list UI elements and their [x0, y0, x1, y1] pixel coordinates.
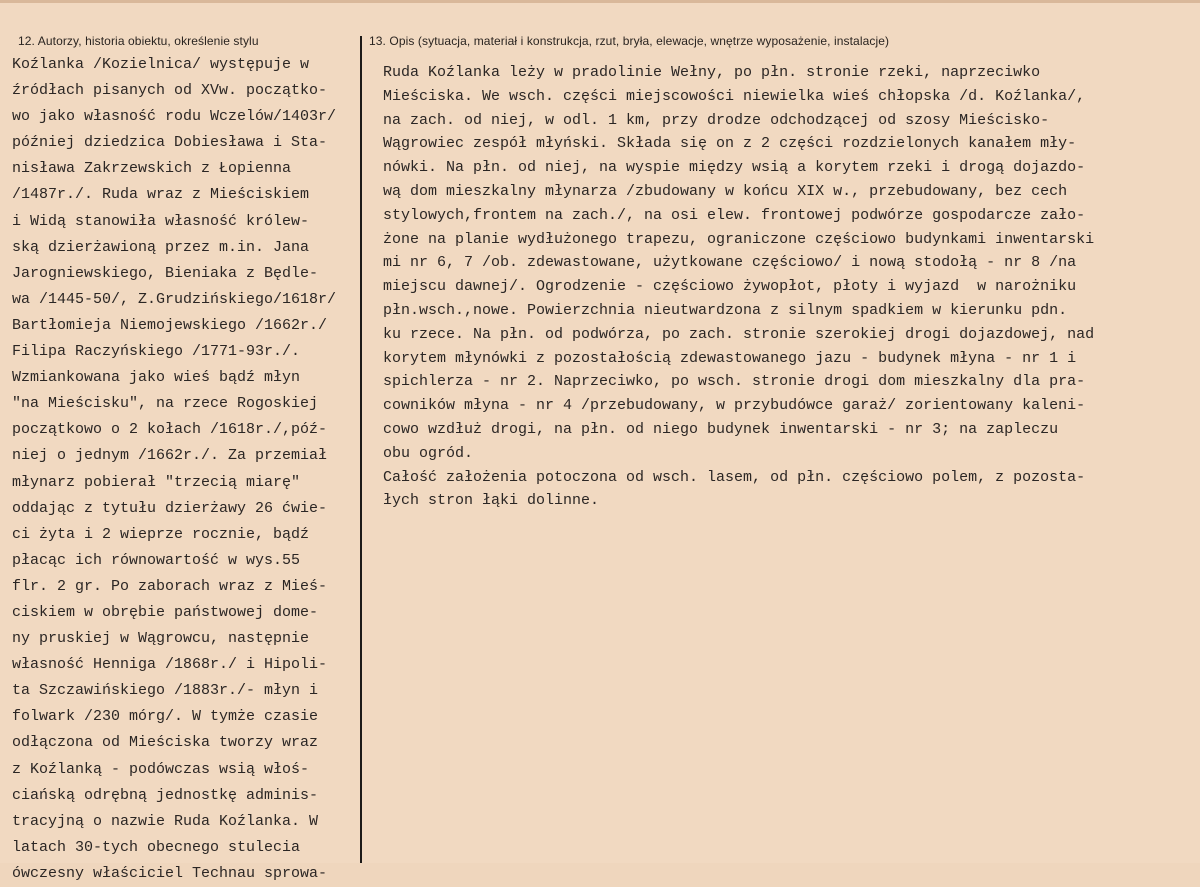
description-text-line: mi nr 6, 7 /ob. zdewastowane, użytkowane częściowo/ i nową stodołą - nr 8 /na [383, 254, 1077, 272]
right-column-header: 13. Opis (sytuacja, materiał i konstrukcja, rzut, bryła, elewacje, wnętrze wyposażenie, instalacje) [369, 34, 890, 48]
history-text-line: ci żyta i 2 wieprze rocznie, bądź [12, 525, 310, 543]
left-column-header: 12. Autorzy, historia obiektu, określenie stylu [18, 34, 259, 48]
description-text-line: wą dom mieszkalny młynarza /zbudowany w końcu XIX w., przebudowany, bez cech [383, 182, 1068, 200]
history-text-line: Jarogniewskiego, Bieniaka z Będle- [12, 264, 319, 282]
description-text-line: stylowych,frontem na zach./, na osi elew. frontowej podwórze gospodarcze zało- [383, 206, 1086, 224]
description-text-line: Całość założenia potoczona od wsch. lasem, od płn. częściowo polem, z pozosta- [383, 468, 1086, 486]
description-text-line: płn.wsch.,nowe. Powierzchnia nieutwardzona z silnym spadkiem w kierunku pdn. [383, 301, 1068, 319]
description-text [383, 61, 1094, 513]
history-text-line: młynarz pobierał "trzecią miarę" [12, 473, 301, 491]
history-text-line: folwark /230 mórg/. W tymże czasie [12, 708, 319, 726]
history-text-line: ówczesny właściciel Technau sprowa- [12, 864, 328, 882]
description-text-line: Mieściska. We wsch. części miejscowości niewielka wieś chłopska /d. Koźlanka/, [383, 87, 1086, 105]
description-text-line: Ruda Koźlanka leży w pradolinie Wełny, po płn. stronie rzeki, naprzeciwko [383, 64, 1041, 81]
history-text-line: początkowo o 2 kołach /1618r./,póź- [12, 421, 328, 439]
description-text-line: spichlerza - nr 2. Naprzeciwko, po wsch. stronie drogi dom mieszkalny dla pra- [383, 373, 1086, 391]
description-text-line: korytem młynówki z pozostałością zdewastowanego jazu - budynek młyna - nr 1 i [383, 349, 1077, 367]
history-text-line: latach 30-tych obecnego stulecia [12, 838, 301, 856]
history-text [12, 52, 336, 887]
description-text-line: miejscu dawnej/. Ogrodzenie - częściowo żywopłot, płoty i wyjazd w narożniku [383, 278, 1077, 296]
description-text-line: cowników młyna - nr 4 /przebudowany, w przybudówce garaż/ zorientowany kaleni- [383, 397, 1086, 415]
history-text-line: źródłach pisanych od XVw. początko- [12, 82, 328, 100]
history-text-line: Wzmiankowana jako wieś bądź młyn [12, 369, 301, 387]
description-text-line: łych stron łąki dolinne. [383, 492, 600, 510]
history-text-line: ską dzierżawioną przez m.in. Jana [12, 238, 310, 256]
history-text-line: Filipa Raczyńskiego /1771-93r./. [12, 343, 301, 361]
history-text-line: odłączona od Mieściska tworzy wraz [12, 734, 319, 752]
description-text-line: cowo wzdłuż drogi, na płn. od niego budynek inwentarski - nr 3; na zapleczu [383, 420, 1059, 438]
history-text-line: ny pruskiej w Wągrowcu, następnie [12, 630, 310, 648]
history-text-line: "na Mieścisku", na rzece Rogoskiej [12, 395, 319, 413]
history-text-line: tracyjną o nazwie Ruda Koźlanka. W [12, 812, 319, 830]
description-text-line: nówki. Na płn. od niej, na wyspie między wsią a korytem rzeki i drogą dojazdo- [383, 159, 1086, 177]
description-text-line: Wągrowiec zespół młyński. Składa się on z 2 części rozdzielonych kanałem mły- [383, 135, 1077, 153]
history-text-line: ta Szczawińskiego /1883r./- młyn i [12, 682, 319, 700]
history-text-line: później dziedzica Dobiesława i Sta- [12, 134, 328, 152]
description-text-line: ku rzece. Na płn. od podwórza, po zach. stronie szerokiej drogi dojazdowej, nad [383, 325, 1095, 343]
history-text-line: Bartłomieja Niemojewskiego /1662r./ [12, 316, 328, 334]
history-text-line: ciskiem w obrębie państwowej dome- [12, 603, 319, 621]
card-top-edge [0, 0, 1200, 3]
description-text-line: żone na planie wydłużonego trapezu, ograniczone częściowo budynkami inwentarski [383, 230, 1095, 248]
history-text-line: z Koźlanką - podówczas wsią włoś- [12, 760, 310, 778]
history-text-line: nisława Zakrzewskich z Łopienna [12, 160, 292, 178]
description-text-line: obu ogród. [383, 444, 474, 462]
history-text-line: i Widą stanowiła własność królew- [12, 212, 310, 230]
description-text-line: na zach. od niej, w odl. 1 km, przy drodze odchodzącej od szosy Mieścisko- [383, 111, 1050, 129]
history-text-line: ciańską odrębną jednostkę adminis- [12, 786, 319, 804]
column-divider [360, 36, 362, 863]
history-text-line: wo jako własność rodu Wczelów/1403r/ [12, 108, 337, 126]
history-text-line: flr. 2 gr. Po zaborach wraz z Mieś- [12, 577, 328, 595]
history-text-line: oddając z tytułu dzierżawy 26 ćwie- [12, 499, 328, 517]
history-text-line: płacąc ich równowartość w wys.55 [12, 551, 301, 569]
history-text-line: własność Henniga /1868r./ i Hipoli- [12, 656, 328, 674]
history-text-line: Koźlanka /Kozielnica/ występuje w [12, 56, 310, 73]
history-text-line: niej o jednym /1662r./. Za przemiał [12, 447, 328, 465]
history-text-line: wa /1445-50/, Z.Grudzińskiego/1618r/ [12, 290, 337, 308]
history-text-line: /1487r./. Ruda wraz z Mieściskiem [12, 186, 310, 204]
